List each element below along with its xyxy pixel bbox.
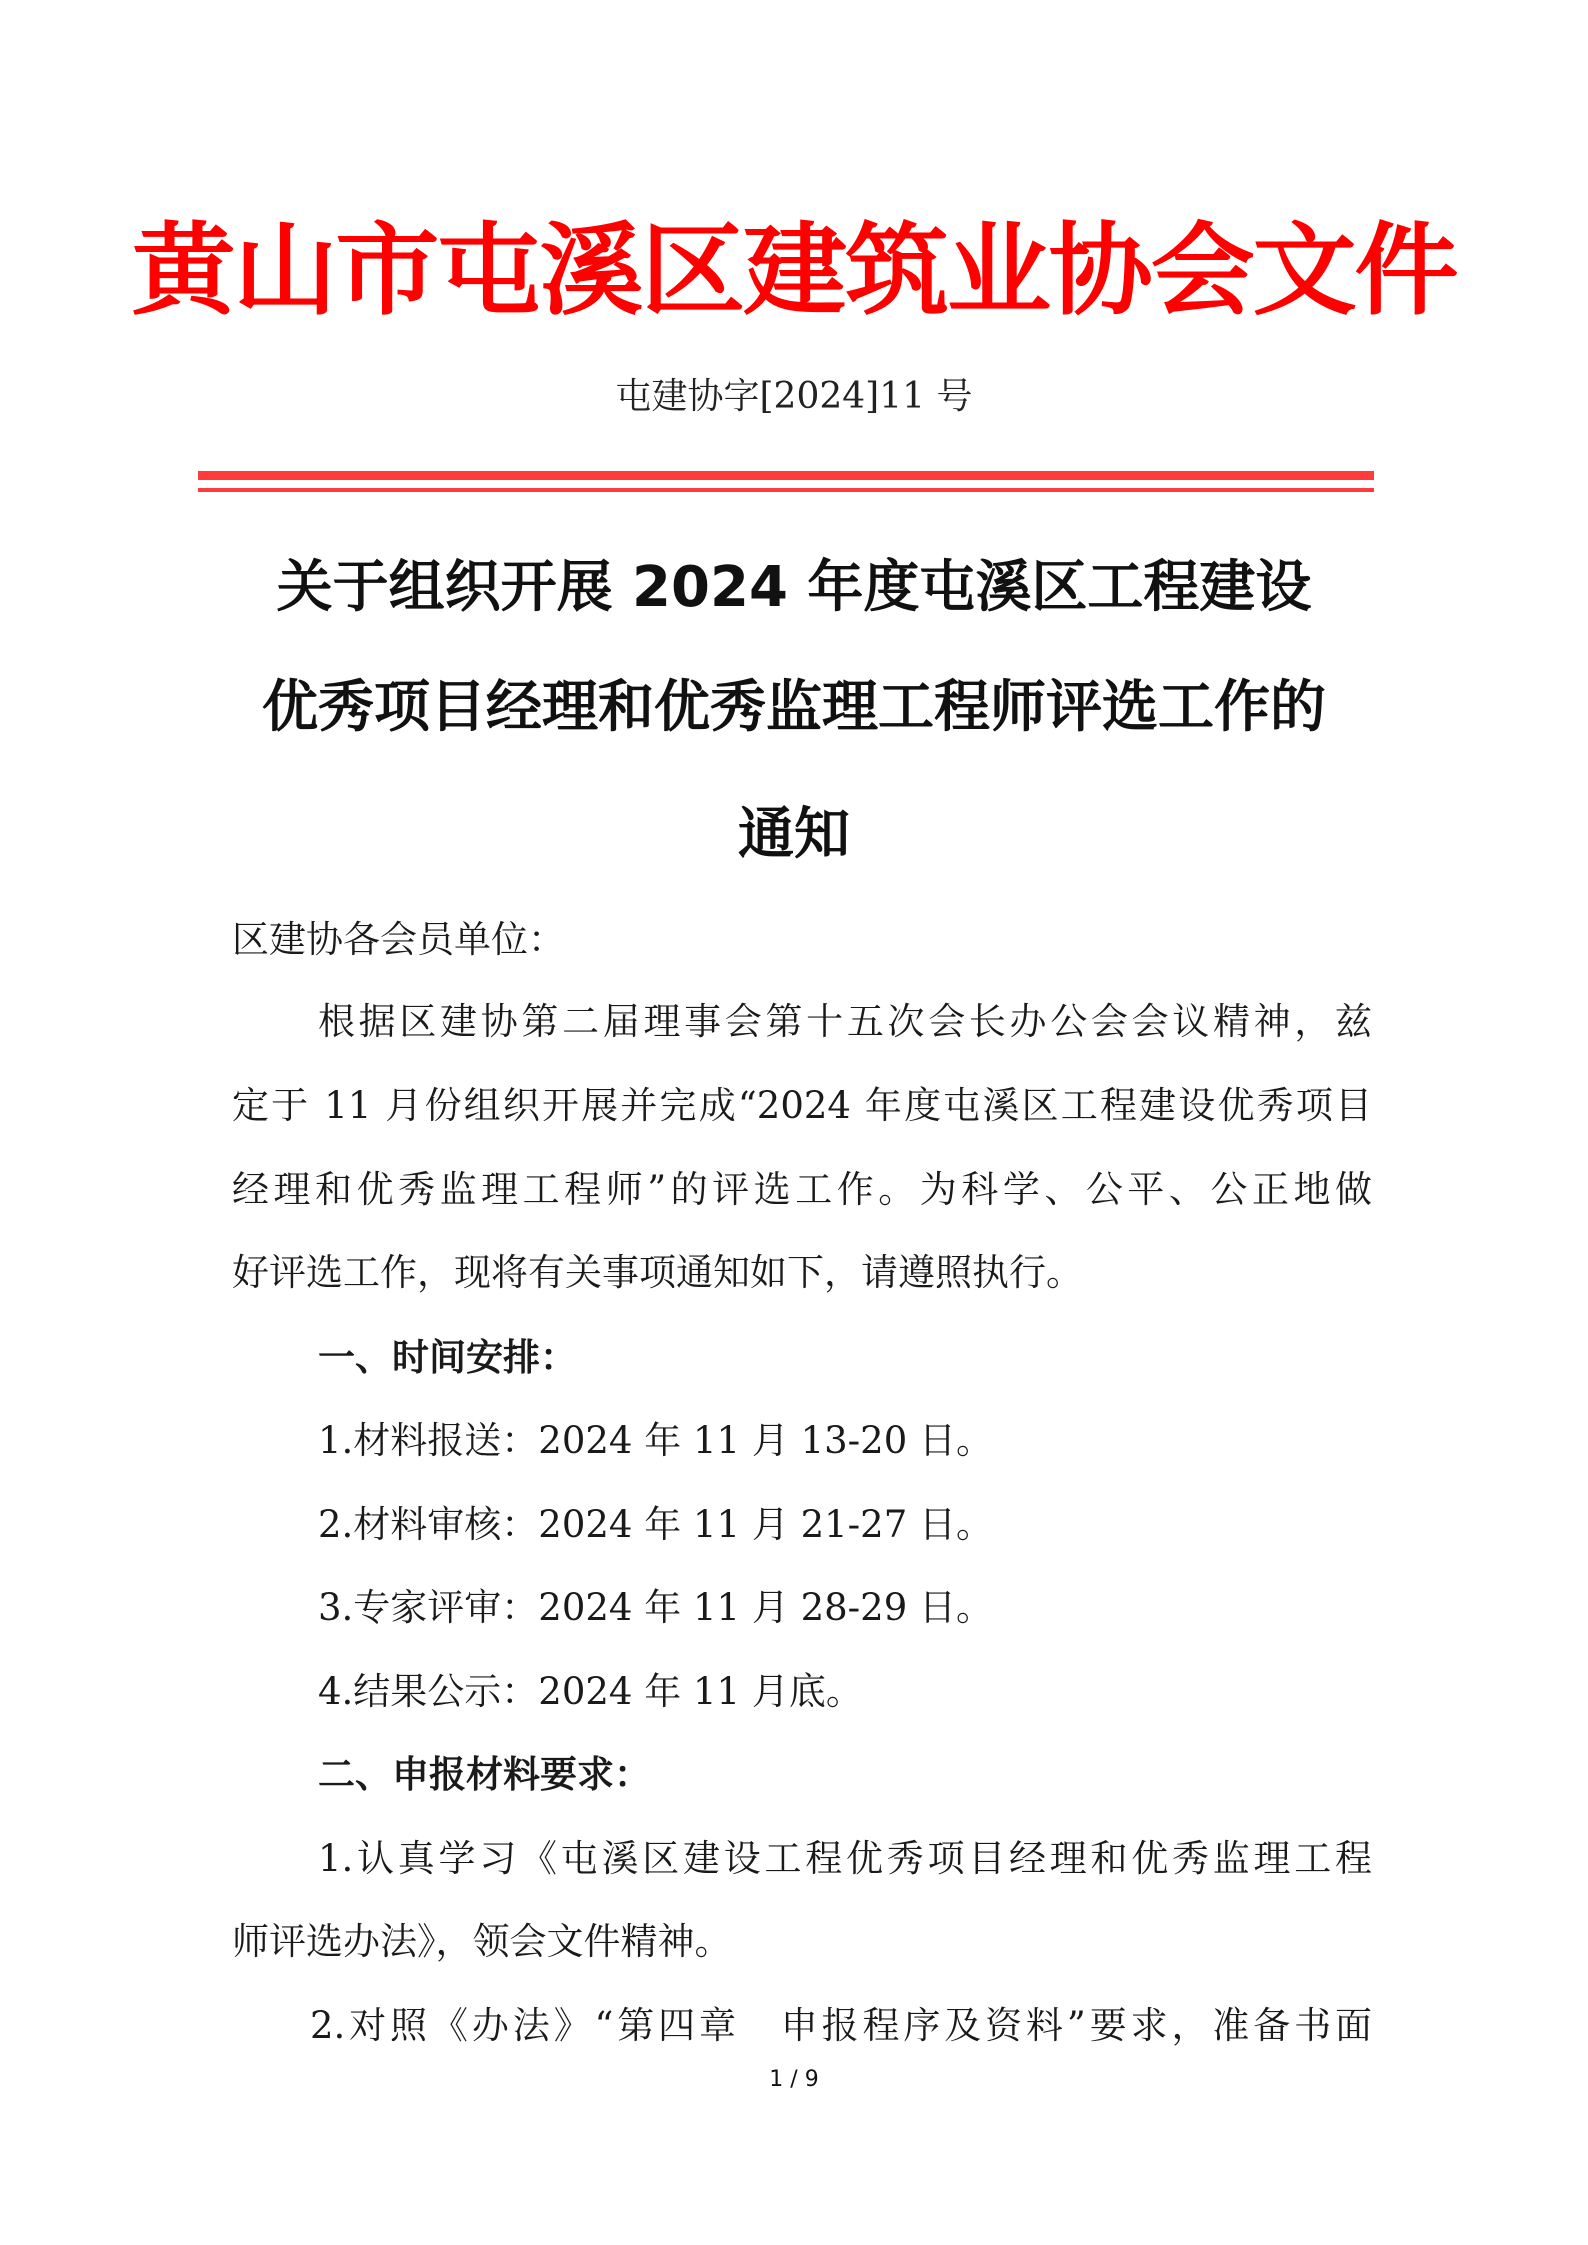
requirement-line: 2.对照《办法》“第四章 申报程序及资料”要求，准备书面 [310,2004,1372,2047]
intro-paragraph-line: 经理和优秀监理工程师”的评选工作。为科学、公平、公正地做 [232,1168,1372,1211]
requirement-line: 1.认真学习《屯溪区建设工程优秀项目经理和优秀监理工程 [318,1837,1372,1880]
document-title-line-2: 优秀项目经理和优秀监理工程师评选工作的 [262,675,1326,740]
requirement-line: 师评选办法》，领会文件精神。 [232,1920,732,1963]
schedule-item: 1.材料报送：2024 年 11 月 13-20 日。 [318,1419,994,1462]
schedule-item: 4.结果公示：2024 年 11 月底。 [318,1670,863,1713]
intro-paragraph-line: 好评选工作，现将有关事项通知如下，请遵照执行。 [232,1251,1083,1294]
intro-paragraph-line: 根据区建协第二届理事会第十五次会长办公会会议精神，兹 [318,1000,1372,1043]
masthead-divider-thin [198,488,1374,492]
schedule-item: 2.材料审核：2024 年 11 月 21-27 日。 [318,1503,994,1546]
section-heading-materials: 二、申报材料要求： [318,1753,651,1796]
intro-paragraph-line: 定于 11 月份组织开展并完成“2024 年度屯溪区工程建设优秀项目 [232,1084,1372,1127]
document-title-line-3: 通知 [738,802,850,867]
masthead-title: 黄山市屯溪区建筑业协会文件 [131,211,1457,329]
page-number: 1 / 9 [769,2067,819,2092]
schedule-item: 3.专家评审：2024 年 11 月 28-29 日。 [318,1586,994,1629]
section-heading-schedule: 一、时间安排： [318,1336,577,1379]
document-title-line-1: 关于组织开展 2024 年度屯溪区工程建设 [276,555,1312,620]
document-number: 屯建协字[2024]11 号 [615,376,973,417]
salutation: 区建协各会员单位： [232,918,565,961]
masthead-divider-thick [198,471,1374,480]
